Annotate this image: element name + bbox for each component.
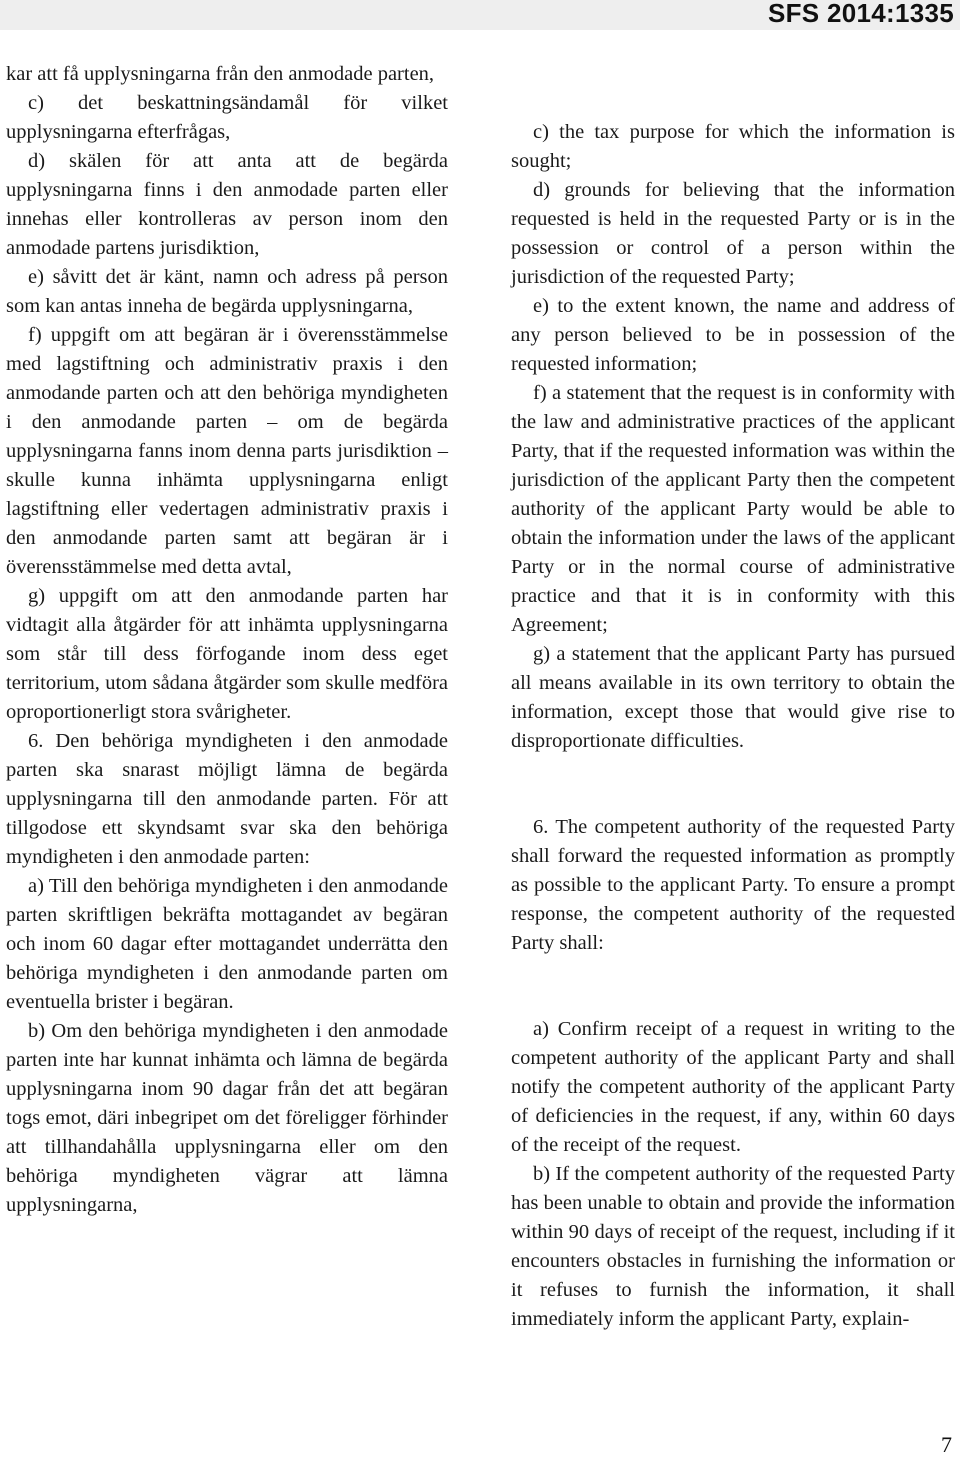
sv-paragraph: 6. Den behöriga myndigheten i den anmodade parten ska snarast möjligt lämna de begärda upplysningarna till den anmodande parten. För att tillgodose ett skyndsamt svar ska den behöriga myndigheten i den anmodade parten: <box>6 730 448 868</box>
page-number: 7 <box>941 1432 952 1457</box>
sv-paragraph: d) skälen för att anta att de begärda upplysningarna finns i den anmodade parten eller innehas eller kontrolleras av person inom den anmodade partens jurisdiktion, <box>6 150 448 259</box>
en-paragraph: f) a statement that the request is in conformity with the law and administrative practices of the applicant Party, that if the requested information was within the jurisdiction of the applicant Party then the competent authority of the applicant Party would be able to obtain the information under the laws of the applicant Party or in the normal course of administrative practice and that it is in conformity with this Agreement; <box>511 382 955 636</box>
swedish-column <box>6 60 448 1220</box>
document-reference: SFS 2014:1335 <box>767 0 954 28</box>
english-column <box>511 118 955 1334</box>
sv-paragraph: f) uppgift om att begäran är i överensstämmelse med lagstiftning och administrativ praxis i den anmodande parten och att den behöriga myndigheten i den anmodande parten – om de begärda upplysningarna fanns inom denna parts jurisdiktion – skulle kunna inhämta upplysningarna enligt lagstiftning eller vedertagen administrativ praxis i den anmodande parten samt att begäran är i överensstämmelse med detta avtal, <box>6 324 448 578</box>
en-paragraph: 6. The competent authority of the requested Party shall forward the requested information as promptly as possible to the applicant Party. To ensure a prompt response, the competent authority of the requested Party shall: <box>511 816 955 954</box>
sv-paragraph: b) Om den behöriga myndigheten i den anmodade parten inte har kunnat inhämta och lämna de begärda upplysningarna inom 90 dagar från det att begäran togs emot, däri inbegripet om det föreligger förhinder att tillhandahålla upplysningarna eller om den behöriga myndigheten vägrar att lämna upplysningarna, <box>6 1020 448 1216</box>
en-paragraph: d) grounds for believing that the information requested is held in the requested Party or is in the possession or control of a person within the jurisdiction of the requested Party; <box>511 179 955 288</box>
page-header <box>0 0 960 30</box>
en-paragraph: c) the tax purpose for which the information is sought; <box>511 121 955 172</box>
sv-paragraph: e) såvitt det är känt, namn och adress på person som kan antas inneha de begärda upplysningarna, <box>6 266 448 317</box>
sv-paragraph: g) uppgift om att den anmodande parten har vidtagit alla åtgärder för att inhämta upplysningarna som står till dess förfogande inom dess eget territorium, utom sådana åtgärder som skulle medföra oproportionerligt stora svårigheter. <box>6 585 448 723</box>
sv-paragraph: a) Till den behöriga myndigheten i den anmodande parten skriftligen bekräfta mottagandet av begäran och inom 60 dagar efter mottagandet underrätta den behöriga myndigheten i den anmodande parten om eventuella brister i begäran. <box>6 875 448 1013</box>
sv-paragraph: kar att få upplysningarna från den anmodade parten, <box>6 63 435 85</box>
en-paragraph: b) If the competent authority of the requested Party has been unable to obtain and provide the information within 90 days of receipt of the request, including if it encounters obstacles in furnishing the information or it refuses to furnish the information, it shall immediately inform the applicant Party, explain- <box>511 1163 955 1330</box>
en-paragraph: e) to the extent known, the name and address of any person believed to be in possession of the requested information; <box>511 295 955 375</box>
en-paragraph: a) Confirm receipt of a request in writing to the competent authority of the applicant Party and shall notify the competent authority of the applicant Party of deficiencies in the request, if any, within 60 days of the receipt of the request. <box>511 1018 955 1156</box>
sv-paragraph: c) det beskattningsändamål för vilket upplysningarna efterfrågas, <box>6 92 448 143</box>
en-paragraph: g) a statement that the applicant Party has pursued all means available in its own territory to obtain the information, except those that would give rise to disproportionate difficulties. <box>511 643 955 752</box>
